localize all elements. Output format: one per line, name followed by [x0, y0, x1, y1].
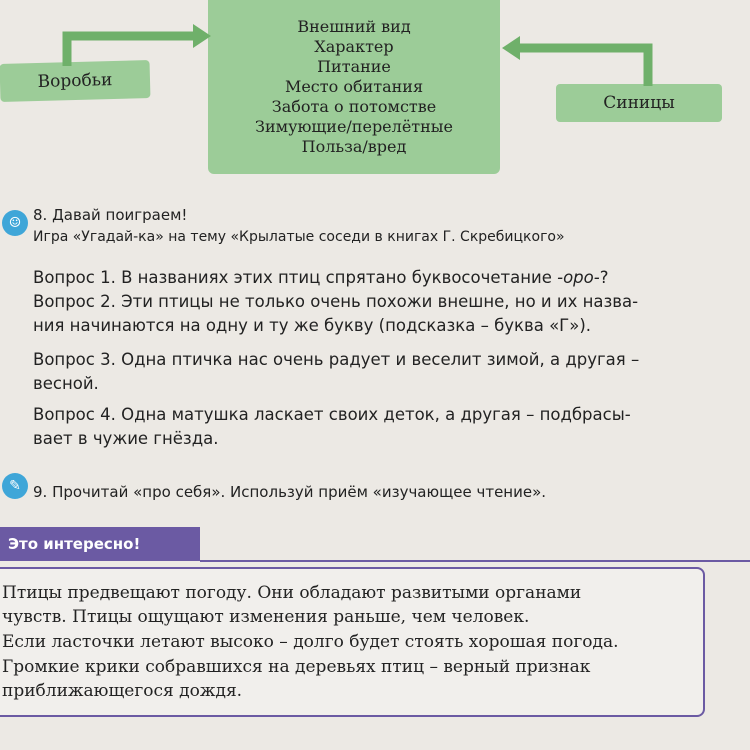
question-line: Вопрос 4. Одна матушка ласкает своих деток, а другая – подбрасы-: [33, 405, 631, 424]
left-arrow-icon: [55, 24, 213, 66]
pair-work-icon: ☺: [2, 210, 28, 236]
interesting-box: [0, 567, 705, 717]
info-line: Громкие крики собравшихся на деревьях птиц – верный признак: [2, 657, 591, 677]
question-line: ния начинаются на одну и ту же букву (подсказка – буква «Г»).: [33, 316, 592, 335]
question-line: весной.: [33, 374, 99, 393]
italic-fragment: -оро-: [557, 268, 600, 287]
question-line: Вопрос 2. Эти птицы не только очень похожи внешне, но и их назва-: [33, 292, 639, 311]
tits-box: [556, 84, 722, 122]
interesting-banner: [0, 527, 200, 561]
question-line: Вопрос 3. Одна птичка нас очень радует и веселит зимой, а другая –: [33, 350, 640, 369]
criteria-item: Внешний вид: [297, 17, 411, 36]
banner-rule: [200, 560, 750, 562]
task8-subtitle: Игра «Угадай-ка» на тему «Крылатые соседи в книгах Г. Скребицкого»: [33, 229, 565, 245]
info-line: Если ласточки летают высоко – долго будет стоять хорошая погода.: [2, 632, 619, 652]
criteria-item: Забота о потомстве: [271, 97, 437, 116]
criteria-item: Питание: [317, 57, 391, 76]
criteria-item: Зимующие/перелётные: [254, 117, 453, 136]
info-line: приближающегося дождя.: [2, 681, 243, 701]
reading-icon: ✎: [2, 473, 28, 499]
criteria-item: Место обитания: [284, 77, 424, 96]
criteria-item: Польза/вред: [301, 137, 407, 156]
task9-text: 9. Прочитай «про себя». Используй приём «изучающее чтение».: [33, 483, 547, 501]
info-line: Птицы предвещают погоду. Они обладают развитыми органами: [2, 583, 582, 603]
sparrows-box: [0, 60, 150, 102]
task8-title: 8. Давай поиграем!: [33, 206, 188, 224]
sparrows-label: Воробьи: [37, 70, 113, 92]
comparison-criteria-box: [208, 0, 500, 174]
interesting-banner-label: Это интересно!: [8, 535, 141, 553]
criteria-item: Характер: [314, 37, 394, 56]
tits-label: Синицы: [603, 93, 675, 113]
question-line: Вопрос 1. В названиях этих птиц спрятано буквосочетание -оро-?: [33, 268, 609, 287]
info-line: чувств. Птицы ощущают изменения раньше, чем человек.: [2, 607, 530, 627]
question-line: вает в чужие гнёзда.: [33, 429, 219, 448]
right-arrow-icon: [500, 36, 660, 86]
